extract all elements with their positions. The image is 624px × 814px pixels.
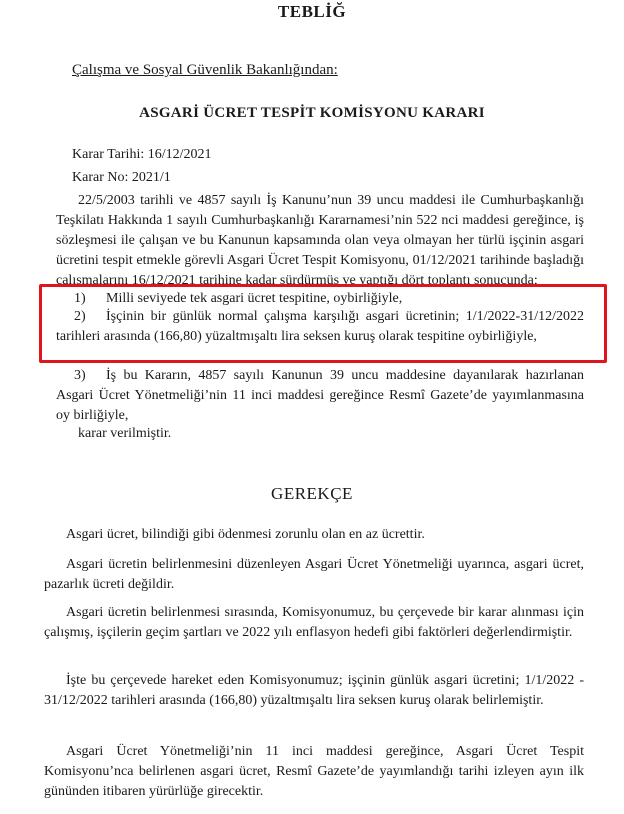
ministry-heading: Çalışma ve Sosyal Güvenlik Bakanlığından: [72,62,338,78]
gerekce-paragraph-5: Asgari Ücret Yönetmeliği’nin 11 inci maddesi gereğince, Asgari Ücret Tespit Komisyonu’nca belirlenen asgari ücret, Resmî Gazete’de yayımlandığı tarihi izleyen ayın ilk gününden itibaren yürürlüğe girecektir. [44,744,584,799]
gerekce-paragraph-2: Asgari ücretin belirlenmesini düzenleyen Asgari Ücret Yönetmeliği uyarınca, asgari ücret, pazarlık ücreti değildir. [44,557,584,592]
closing-text: karar verilmiştir. [78,426,172,441]
item-number: 3) [74,368,86,383]
item-number: 2) [74,309,86,324]
item-text: İş bu Kararın, 4857 sayılı Kanunun 39 uncu maddesine dayanılarak hazırlanan Asgari Ücret Yönetmeliği’nin 11 inci maddesi gereğince Resmî Gazete’de yayımlanmasına oy birliğiyle, [56,368,584,423]
item-number: 1) [74,291,86,306]
gerekce-title: GEREKÇE [271,484,353,503]
item-text: Milli seviyede tek asgari ücret tespitine, oybirliğiyle, [106,291,403,306]
intro-paragraph: 22/5/2003 tarihli ve 4857 sayılı İş Kanunu’nun 39 uncu maddesi ile Cumhurbaşkanlığı Teşkilatı Hakkında 1 sayılı Cumhurbaşkanlığı Kararnamesi’nin 522 nci maddesi gereğince, iş sözleşmesi ile çalışan ve bu Kanunun kapsamında olan veya olmayan her türlü işçinin asgari ücretini tespit etmekle görevli Asgari Ücret Tespit Komisyonu, 01/12/2021 tarihinde başladığı çalışmalarını 16/12/2021 tarihine kadar sürdürmüş ve yaptığı dört toplantı sonucunda; [56,193,584,288]
item-text: İşçinin bir günlük normal çalışma karşılığı asgari ücretinin; 1/1/2022-31/12/2022 tarihleri arasında (166,80) yüzaltmışaltı lira seksen kuruş olarak tespitine oybirliğiyle, [56,309,584,344]
gerekce-paragraph-1: Asgari ücret, bilindiği gibi ödenmesi zorunlu olan en az ücrettir. [66,527,425,542]
document-title: TEBLİĞ [277,2,347,21]
gerekce-paragraph-3: Asgari ücretin belirlenmesi sırasında, Komisyonumuz, bu çerçevede bir karar alınması için çalışmış, işçilerin geçim şartları ve 2022 yılı enflasyon hedefi gibi faktörleri değerlendirmiştir. [44,605,584,640]
gerekce-paragraph-4: İşte bu çerçevede hareket eden Komisyonumuz; işçinin günlük asgari ücretini; 1/1/2022 - 31/12/2022 tarihleri arasında (166,80) yüzaltmışaltı lira seksen kuruş olarak belirlemiştir. [44,673,584,708]
highlight-box [39,284,607,363]
decision-number: Karar No: 2021/1 [72,170,171,185]
list-item-3 [56,366,584,426]
decision-title: ASGARİ ÜCRET TESPİT KOMİSYONU KARARI [139,105,485,121]
decision-date: Karar Tarihi: 16/12/2021 [72,147,212,162]
